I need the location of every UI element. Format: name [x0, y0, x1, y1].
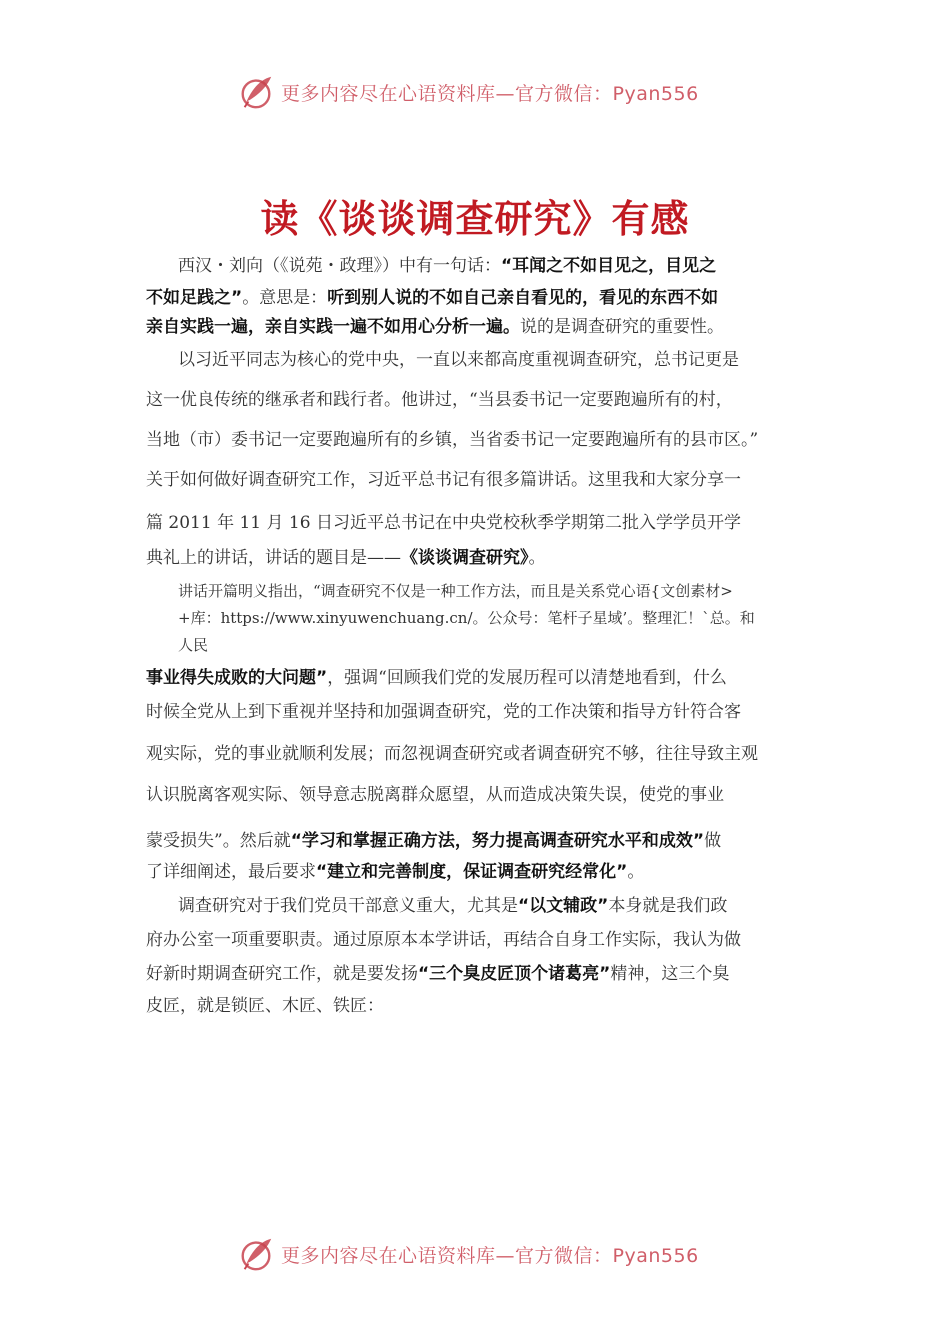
- text-line-8: 篇 2011 年 11 月 16 日习近平总书记在中央党校秋季学期第二批入学学员开学: [146, 513, 741, 533]
- text-line-12: 人民: [178, 636, 209, 654]
- text-line-1: 西汉・刘向（《说苑・政理》）中有一句话：“耳闻之不如目见之，目见之: [178, 256, 717, 276]
- text-line-9: 典礼上的讲话，讲话的题目是——《谈谈调查研究》。: [146, 548, 546, 568]
- text-line-6: 当地（市）委书记一定要跑遍所有的乡镇，当省委书记一定要跑遍所有的县市区。”: [146, 430, 759, 450]
- text-line-14: 时候全党从上到下重视并坚持和加强调查研究，党的工作决策和指导方针符合客: [146, 702, 741, 722]
- text-line-3: 亲自实践一遍，亲自实践一遍不如用心分析一遍。说的是调查研究的重要性。: [146, 317, 724, 337]
- text-line-21: 好新时期调查研究工作，就是要发扬“三个臭皮匠顶个诸葛亮”精神，这三个臭: [146, 964, 730, 984]
- text-line-10: 讲话开篇明义指出，“调查研究不仅是一种工作方法，而且是关系党心语{文创素材>: [178, 582, 733, 600]
- text-line-18: 了详细阐述，最后要求“建立和完善制度，保证调查研究经常化”。: [146, 862, 645, 882]
- text-line-15: 观实际，党的事业就顺利发展；而忽视调查研究或者调查研究不够，往往导致主观: [146, 744, 758, 764]
- footer-banner: [0, 1232, 950, 1276]
- text-line-5: 这一优良传统的继承者和践行者。他讲过，“当县委书记一定要跑遍所有的村，: [146, 390, 733, 410]
- text-line-4: 以习近平同志为核心的党中央，一直以来都高度重视调查研究，总书记更是: [178, 350, 739, 370]
- quill-pen-logo-icon: [237, 73, 275, 111]
- text-line-11: +库：https://www.xinyuwenchuang.cn/。公众号：笔杆子星域’。整理汇！`总。和: [178, 609, 755, 627]
- text-line-2: 不如足践之”。意思是：听到别人说的不如自己亲自看见的，看见的东西不如: [146, 288, 719, 308]
- text-line-16: 认识脱离客观实际、领导意志脱离群众愿望，从而造成决策失误，使党的事业: [146, 785, 724, 805]
- footer-banner-text: 更多内容尽在心语资料库—官方微信：Pyan556: [281, 1244, 699, 1267]
- text-line-7: 关于如何做好调查研究工作，习近平总书记有很多篇讲话。这里我和大家分享一: [146, 470, 741, 490]
- text-line-17: 蒙受损失”。然后就“学习和掌握正确方法，努力提高调查研究水平和成效”做: [146, 831, 722, 851]
- text-line-22: 皮匠，就是锁匠、木匠、铁匠：: [146, 996, 384, 1016]
- quill-pen-logo-icon: [237, 1235, 275, 1273]
- text-line-19: 调查研究对于我们党员干部意义重大，尤其是“以文辅政”本身就是我们政: [178, 896, 728, 916]
- header-banner-text: 更多内容尽在心语资料库—官方微信：Pyan556: [281, 82, 699, 105]
- page-title: 读《谈谈调查研究》有感: [260, 197, 690, 241]
- text-line-20: 府办公室一项重要职责。通过原原本本学讲话，再结合自身工作实际，我认为做: [146, 930, 741, 950]
- header-banner: [0, 70, 950, 114]
- text-line-13: 事业得失成败的大问题”，强调“回顾我们党的发展历程可以清楚地看到，什么: [146, 668, 727, 688]
